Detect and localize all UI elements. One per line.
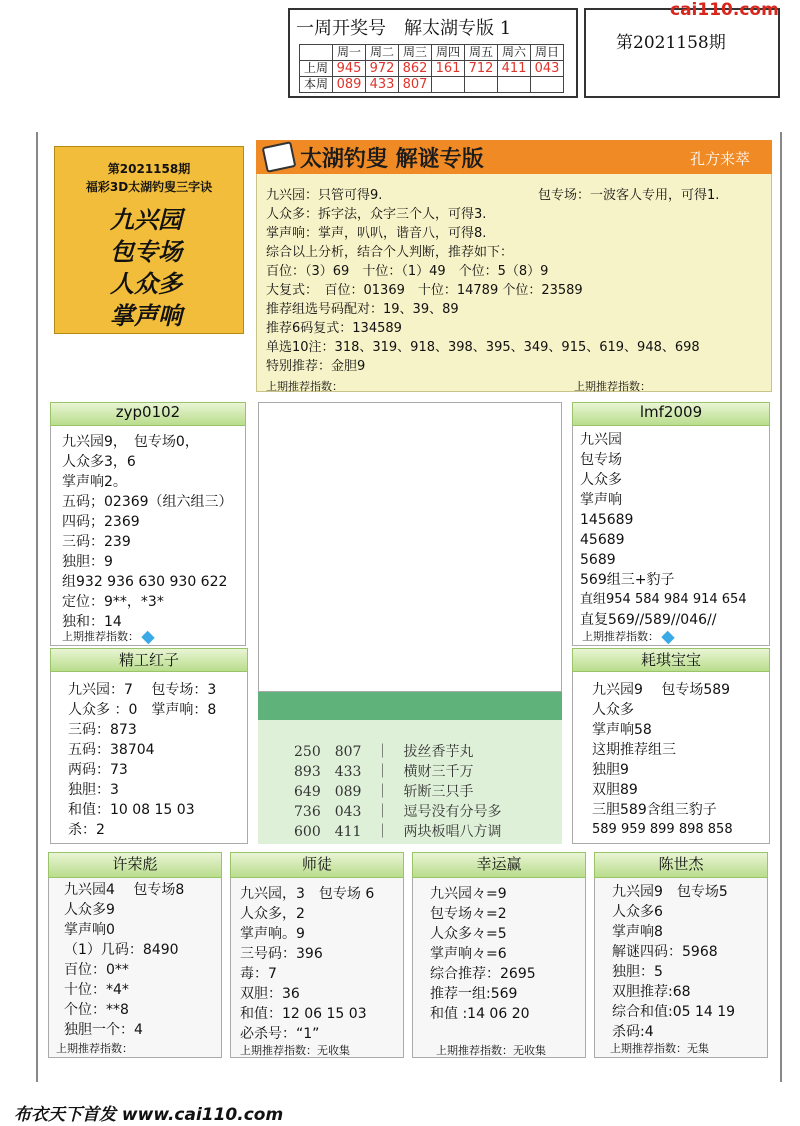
main-author: 孔方来萃 <box>690 150 751 168</box>
card-line: 解谜四码：5968 <box>612 944 718 960</box>
main-title: 太湖钓叟 解谜专版 <box>300 146 484 172</box>
card-line: 和值：12 06 15 03 <box>240 1006 367 1022</box>
day-header: 周三 <box>399 45 432 61</box>
card-body <box>64 880 184 1040</box>
card-line: （1）几码：8490 <box>64 942 179 958</box>
pair-line: 600 411 ｜ 两块板唱八方调 <box>294 824 502 840</box>
card-foot <box>62 628 153 644</box>
main-line: 掌声响：掌声，叭叭，谐音八，可得8. <box>266 226 487 241</box>
card-title: 陈世杰 <box>594 852 768 878</box>
site-logo[interactable]: cai110.com <box>670 0 779 20</box>
card-line: 推荐一组:569 <box>430 986 518 1002</box>
week-table <box>299 44 564 93</box>
center-green-bar <box>258 692 562 720</box>
card-line: 九兴园 <box>580 432 622 448</box>
card-line: 双胆推荐:68 <box>612 984 691 1000</box>
card-line: 个位：**8 <box>64 1002 129 1018</box>
card-line: 人众多 <box>592 702 634 718</box>
card-body <box>612 882 735 1042</box>
main-line: 推荐组选号码配对：19、39、89 <box>266 302 459 317</box>
card-line: 两码：73 <box>68 762 128 778</box>
card-line: 独胆：3 <box>68 782 119 798</box>
main-foot-right: 上期推荐指数： <box>574 380 651 393</box>
header-title: 一周开奖号 解太湖专版 1 <box>296 18 512 39</box>
result-cell: 945 <box>333 61 366 77</box>
result-cell: 807 <box>399 77 432 93</box>
pair-line: 736 043 ｜ 逗号没有分号多 <box>294 804 502 820</box>
frame-right-line <box>780 132 782 1082</box>
card-line: 九兴园々=9 <box>430 886 507 902</box>
ybox-subtitle: 福彩3D太湖钓叟三字诀 <box>85 180 213 194</box>
card-foot: 上期推荐指数：无收集 <box>240 1044 350 1057</box>
card-line: 杀码:4 <box>612 1024 654 1040</box>
main-line: 特别推荐：金胆9 <box>266 359 366 374</box>
result-cell: 862 <box>399 61 432 77</box>
card-line: 独和：14 <box>62 614 122 630</box>
card-line: 569组三+豹子 <box>580 572 675 588</box>
card-line: 三码：873 <box>68 722 137 738</box>
result-cell <box>432 77 465 93</box>
card-line: 45689 <box>580 532 625 548</box>
day-header: 周二 <box>366 45 399 61</box>
card-title: 许荣彪 <box>48 852 222 878</box>
result-cell: 161 <box>432 61 465 77</box>
card-body <box>62 432 233 632</box>
card-line: 独胆9 <box>592 762 629 778</box>
card-body <box>430 884 536 1024</box>
pair-line: 250 807 ｜ 拔丝香芋丸 <box>294 744 474 760</box>
card-line: 直复569//589//046// <box>580 612 717 628</box>
card-line: 双胆：36 <box>240 986 300 1002</box>
ybox-word: 九兴园 <box>110 205 182 234</box>
main-line: 包专场：一波客人专用，可得1. <box>538 188 720 203</box>
card-title: 幸运赢 <box>412 852 586 878</box>
card-line: 综合和值:05 14 19 <box>612 1004 736 1020</box>
card-line: 必杀号：“1” <box>240 1026 320 1042</box>
ybox-word: 包专场 <box>110 237 182 266</box>
pair-line: 649 089 ｜ 斩断三只手 <box>294 784 474 800</box>
day-header: 周六 <box>498 45 531 61</box>
card-foot: 上期推荐指数：无收集 <box>436 1044 546 1057</box>
card-line: 掌声响8 <box>612 924 663 940</box>
main-line: 人众多：拆字法，众字三个人，可得3. <box>266 207 487 222</box>
card-line: 人众多6 <box>612 904 663 920</box>
card-line: 九兴园，3 包专场 6 <box>240 886 375 902</box>
card-title: 精工红子 <box>50 648 248 672</box>
card-line: 掌声响々=6 <box>430 946 507 962</box>
card-line: 五码；02369（组六组三） <box>62 494 233 510</box>
card-body <box>580 430 747 630</box>
card-line: 145689 <box>580 512 634 528</box>
result-cell: 411 <box>498 61 531 77</box>
table-row <box>300 77 564 93</box>
day-header: 周五 <box>465 45 498 61</box>
card-line: 5689 <box>580 552 616 568</box>
card-line: 这期推荐组三 <box>592 742 676 758</box>
issue-box <box>584 8 780 98</box>
day-header: 周日 <box>531 45 564 61</box>
card-line: 五码：38704 <box>68 742 155 758</box>
card-line: 三号码：396 <box>240 946 323 962</box>
card-line: 九兴园：7 包专场：3 <box>68 682 217 698</box>
card-line: 人众多3，6 <box>62 454 136 470</box>
main-line: 大复式： 百位：01369 十位：14789 个位：23589 <box>266 283 583 298</box>
card-line: 包专场 <box>580 452 622 468</box>
card-line: 三码：239 <box>62 534 131 550</box>
main-line: 综合以上分析，结合个人判断，推荐如下： <box>266 245 514 260</box>
issue-number: 第2021158期 <box>616 33 726 53</box>
card-title: 耗琪宝宝 <box>572 648 770 672</box>
result-cell: 089 <box>333 77 366 93</box>
main-line: 单选10注：318、319、918、398、395、349、915、619、948、698 <box>266 340 700 355</box>
result-cell <box>531 77 564 93</box>
card-line: 人众多々=5 <box>430 926 507 942</box>
card-line: 毒：7 <box>240 966 277 982</box>
day-header: 周一 <box>333 45 366 61</box>
result-cell <box>498 77 531 93</box>
card-line: 人众多 <box>580 472 622 488</box>
diamond-icon <box>141 630 154 643</box>
card-line: 百位：0** <box>64 962 129 978</box>
card-line: 直组954 584 984 914 654 <box>580 592 747 607</box>
ybox-issue: 第2021158期 <box>107 162 191 176</box>
card-line: 掌声响 <box>580 492 622 508</box>
main-line: 九兴园：只管可得9. <box>266 188 383 203</box>
ybox-word: 掌声响 <box>110 301 182 330</box>
card-line: 589 959 899 898 858 <box>592 822 733 837</box>
card-foot: 上期推荐指数： <box>56 1042 133 1055</box>
result-cell: 712 <box>465 61 498 77</box>
card-line: 九兴园4 包专场8 <box>64 882 185 898</box>
day-header: 周四 <box>432 45 465 61</box>
card-line: 三胆589含组三豹子 <box>592 802 717 818</box>
result-cell: 972 <box>366 61 399 77</box>
card-line: 独胆一个：4 <box>64 1022 143 1038</box>
card-foot-label: 上期推荐指数： <box>582 630 659 643</box>
card-foot <box>582 628 673 644</box>
card-line: 定位：9**，*3* <box>62 594 164 610</box>
card-foot-label: 上期推荐指数： <box>62 630 139 643</box>
card-line: 杀：2 <box>68 822 105 838</box>
card-line: 四码；2369 <box>62 514 140 530</box>
card-line: 掌声响2。 <box>62 474 127 490</box>
card-title: lmf2009 <box>572 402 770 426</box>
card-title: zyp0102 <box>50 402 246 426</box>
card-line: 掌声响。9 <box>240 926 305 942</box>
card-line: 和值 :14 06 20 <box>430 1006 530 1022</box>
card-line: 掌声响58 <box>592 722 652 738</box>
card-line: 独胆：5 <box>612 964 663 980</box>
table-row <box>300 61 564 77</box>
card-line: 九兴园9 包专场589 <box>592 682 731 698</box>
table-row <box>300 45 564 61</box>
card-line: 人众多 ：0 掌声响：8 <box>68 702 217 718</box>
card-line: 综合推荐：2695 <box>430 966 536 982</box>
card-title: 师徒 <box>230 852 404 878</box>
result-cell: 433 <box>366 77 399 93</box>
pair-line: 893 433 ｜ 横财三千万 <box>294 764 474 780</box>
card-line: 九兴园9， 包专场0， <box>62 434 199 450</box>
main-foot-left: 上期推荐指数： <box>266 380 343 393</box>
card-body <box>240 884 374 1044</box>
card-line: 掌声响0 <box>64 922 115 938</box>
result-cell <box>465 77 498 93</box>
card-line: 九兴园9 包专场5 <box>612 884 728 900</box>
result-cell: 043 <box>531 61 564 77</box>
card-foot: 上期推荐指数：无集 <box>610 1042 709 1055</box>
card-line: 十位：*4* <box>64 982 129 998</box>
card-line: 包专场々=2 <box>430 906 507 922</box>
card-body <box>592 680 733 840</box>
ybox-word: 人众多 <box>110 269 182 298</box>
main-line: 推荐6码复式：134589 <box>266 321 402 336</box>
card-line: 人众多，2 <box>240 906 305 922</box>
card-line: 人众多9 <box>64 902 115 918</box>
footer-credit: 布衣天下首发 www.cai110.com <box>14 1105 284 1125</box>
frame-left-line <box>36 132 38 1082</box>
center-blank-panel <box>258 402 562 692</box>
card-body <box>68 680 216 840</box>
card-line: 组932 936 630 930 622 <box>62 574 228 590</box>
row-label: 上周 <box>300 61 333 77</box>
card-line: 和值：10 08 15 03 <box>68 802 195 818</box>
row-label: 本周 <box>300 77 333 93</box>
main-line: 百位：（3）69 十位：（1）49 个位：5（8）9 <box>266 264 549 279</box>
diamond-icon <box>661 630 674 643</box>
card-line: 双胆89 <box>592 782 638 798</box>
card-line: 独胆：9 <box>62 554 113 570</box>
